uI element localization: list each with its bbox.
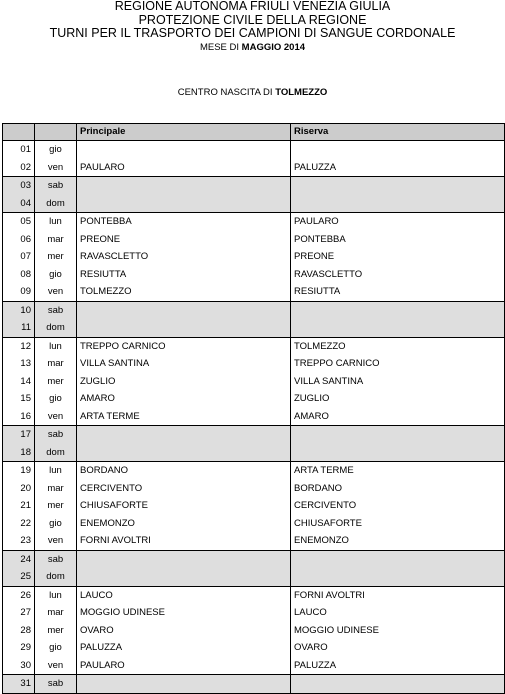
- day-number: 02: [3, 159, 35, 177]
- table-row: [3, 390, 505, 408]
- riserva-cell: RAVASCLETTO: [291, 266, 505, 284]
- riserva-cell: [291, 301, 505, 319]
- principale-cell: CHIUSAFORTE: [77, 497, 291, 515]
- riserva-cell: CHIUSAFORTE: [291, 515, 505, 533]
- principale-cell: ARTA TERME: [77, 408, 291, 426]
- riserva-cell: ZUGLIO: [291, 390, 505, 408]
- day-name: mer: [35, 622, 77, 640]
- day-number: 26: [3, 586, 35, 604]
- riserva-cell: [291, 568, 505, 586]
- riserva-cell: [291, 177, 505, 195]
- centro-nascita: [0, 87, 505, 99]
- centro-name: TOLMEZZO: [275, 87, 328, 98]
- riserva-cell: [291, 426, 505, 444]
- day-name: ven: [35, 657, 77, 675]
- riserva-cell: [291, 550, 505, 568]
- table-row: [3, 550, 505, 568]
- day-name: ven: [35, 408, 77, 426]
- day-number: 01: [3, 141, 35, 159]
- day-number: 03: [3, 177, 35, 195]
- principale-cell: CERCIVENTO: [77, 480, 291, 498]
- table-row: [3, 283, 505, 301]
- table-row: [3, 622, 505, 640]
- day-number: 16: [3, 408, 35, 426]
- day-name: mer: [35, 248, 77, 266]
- day-number: 11: [3, 319, 35, 337]
- header-cell-day: [35, 124, 77, 141]
- day-number: 17: [3, 426, 35, 444]
- riserva-cell: AMARO: [291, 408, 505, 426]
- day-name: lun: [35, 213, 77, 231]
- day-number: 12: [3, 337, 35, 355]
- riserva-cell: PALUZZA: [291, 159, 505, 177]
- day-number: 28: [3, 622, 35, 640]
- table-row: [3, 248, 505, 266]
- day-number: 06: [3, 231, 35, 249]
- day-number: 08: [3, 266, 35, 284]
- riserva-cell: ARTA TERME: [291, 462, 505, 480]
- riserva-cell: PREONE: [291, 248, 505, 266]
- riserva-cell: [291, 195, 505, 213]
- principale-cell: [77, 177, 291, 195]
- principale-cell: VILLA SANTINA: [77, 355, 291, 373]
- day-name: gio: [35, 141, 77, 159]
- day-number: 27: [3, 604, 35, 622]
- table-row: [3, 480, 505, 498]
- table-row: [3, 213, 505, 231]
- day-number: 04: [3, 195, 35, 213]
- table-row: [3, 141, 505, 159]
- day-number: 31: [3, 675, 35, 694]
- day-name: lun: [35, 586, 77, 604]
- day-number: 25: [3, 568, 35, 586]
- riserva-cell: ENEMONZO: [291, 532, 505, 550]
- principale-cell: [77, 141, 291, 159]
- day-name: dom: [35, 568, 77, 586]
- table-row: [3, 444, 505, 462]
- day-number: 07: [3, 248, 35, 266]
- day-name: sab: [35, 675, 77, 694]
- table-row: [3, 426, 505, 444]
- day-name: ven: [35, 283, 77, 301]
- day-number: 23: [3, 532, 35, 550]
- day-name: mer: [35, 373, 77, 391]
- table-row: [3, 515, 505, 533]
- riserva-cell: PALUZZA: [291, 657, 505, 675]
- day-number: 10: [3, 301, 35, 319]
- day-name: mer: [35, 497, 77, 515]
- header-principale: Principale: [77, 124, 291, 141]
- month-value: MAGGIO 2014: [241, 41, 306, 53]
- schedule-table: [2, 123, 505, 694]
- table-row: [3, 159, 505, 177]
- riserva-cell: [291, 141, 505, 159]
- table-row: [3, 657, 505, 675]
- riserva-cell: FORNI AVOLTRI: [291, 586, 505, 604]
- day-name: dom: [35, 319, 77, 337]
- principale-cell: ZUGLIO: [77, 373, 291, 391]
- centro-prefix: CENTRO NASCITA DI: [177, 87, 273, 98]
- table-header-row: [3, 124, 505, 141]
- day-number: 14: [3, 373, 35, 391]
- riserva-cell: LAUCO: [291, 604, 505, 622]
- day-name: gio: [35, 515, 77, 533]
- day-number: 18: [3, 444, 35, 462]
- day-number: 30: [3, 657, 35, 675]
- header-riserva: Riserva: [291, 124, 505, 141]
- day-number: 13: [3, 355, 35, 373]
- table-row: [3, 355, 505, 373]
- table-row: [3, 639, 505, 657]
- day-name: gio: [35, 639, 77, 657]
- principale-cell: ENEMONZO: [77, 515, 291, 533]
- table-row: [3, 231, 505, 249]
- riserva-cell: PAULARO: [291, 213, 505, 231]
- principale-cell: [77, 675, 291, 694]
- riserva-cell: MOGGIO UDINESE: [291, 622, 505, 640]
- riserva-cell: VILLA SANTINA: [291, 373, 505, 391]
- riserva-cell: TREPPO CARNICO: [291, 355, 505, 373]
- riserva-cell: CERCIVENTO: [291, 497, 505, 515]
- table-row: [3, 586, 505, 604]
- principale-cell: [77, 301, 291, 319]
- principale-cell: OVARO: [77, 622, 291, 640]
- day-name: ven: [35, 159, 77, 177]
- principale-cell: BORDANO: [77, 462, 291, 480]
- day-number: 22: [3, 515, 35, 533]
- table-row: [3, 568, 505, 586]
- header-month: [0, 41, 505, 55]
- table-row: [3, 337, 505, 355]
- table-row: [3, 675, 505, 694]
- day-name: lun: [35, 337, 77, 355]
- header-line-protezione: PROTEZIONE CIVILE DELLA REGIONE: [138, 12, 367, 27]
- principale-cell: [77, 568, 291, 586]
- day-name: mar: [35, 480, 77, 498]
- principale-cell: [77, 319, 291, 337]
- day-name: gio: [35, 266, 77, 284]
- table-row: [3, 497, 505, 515]
- day-name: mar: [35, 355, 77, 373]
- riserva-cell: RESIUTTA: [291, 283, 505, 301]
- day-number: 09: [3, 283, 35, 301]
- principale-cell: [77, 195, 291, 213]
- day-name: mar: [35, 604, 77, 622]
- table-row: [3, 532, 505, 550]
- principale-cell: AMARO: [77, 390, 291, 408]
- principale-cell: PREONE: [77, 231, 291, 249]
- day-number: 24: [3, 550, 35, 568]
- table-row: [3, 195, 505, 213]
- day-name: dom: [35, 195, 77, 213]
- day-name: sab: [35, 177, 77, 195]
- principale-cell: PONTEBBA: [77, 213, 291, 231]
- day-name: mar: [35, 231, 77, 249]
- principale-cell: TREPPO CARNICO: [77, 337, 291, 355]
- day-number: 20: [3, 480, 35, 498]
- day-number: 21: [3, 497, 35, 515]
- riserva-cell: OVARO: [291, 639, 505, 657]
- day-name: dom: [35, 444, 77, 462]
- principale-cell: LAUCO: [77, 586, 291, 604]
- header-line-region: REGIONE AUTONOMA FRIULI VENEZIA GIULIA: [114, 0, 391, 13]
- table-row: [3, 266, 505, 284]
- table-row: [3, 408, 505, 426]
- riserva-cell: [291, 444, 505, 462]
- table-row: [3, 373, 505, 391]
- header-line-title: TURNI PER IL TRASPORTO DEI CAMPIONI DI SANGUE CORDONALE: [49, 26, 456, 40]
- riserva-cell: [291, 319, 505, 337]
- day-number: 19: [3, 462, 35, 480]
- principale-cell: PAULARO: [77, 159, 291, 177]
- table-row: [3, 604, 505, 622]
- day-number: 15: [3, 390, 35, 408]
- day-name: ven: [35, 532, 77, 550]
- document-header: [0, 0, 505, 55]
- table-row: [3, 319, 505, 337]
- header-cell-num: [3, 124, 35, 141]
- principale-cell: RESIUTTA: [77, 266, 291, 284]
- riserva-cell: BORDANO: [291, 480, 505, 498]
- principale-cell: FORNI AVOLTRI: [77, 532, 291, 550]
- principale-cell: TOLMEZZO: [77, 283, 291, 301]
- principale-cell: PALUZZA: [77, 639, 291, 657]
- table-row: [3, 177, 505, 195]
- month-prefix: MESE DI: [199, 41, 240, 53]
- day-name: sab: [35, 301, 77, 319]
- principale-cell: MOGGIO UDINESE: [77, 604, 291, 622]
- principale-cell: [77, 550, 291, 568]
- day-name: sab: [35, 426, 77, 444]
- riserva-cell: TOLMEZZO: [291, 337, 505, 355]
- day-name: gio: [35, 390, 77, 408]
- day-name: sab: [35, 550, 77, 568]
- principale-cell: RAVASCLETTO: [77, 248, 291, 266]
- principale-cell: [77, 444, 291, 462]
- principale-cell: [77, 426, 291, 444]
- table-row: [3, 462, 505, 480]
- day-number: 29: [3, 639, 35, 657]
- principale-cell: PAULARO: [77, 657, 291, 675]
- table-row: [3, 301, 505, 319]
- riserva-cell: [291, 675, 505, 694]
- day-number: 05: [3, 213, 35, 231]
- day-name: lun: [35, 462, 77, 480]
- riserva-cell: PONTEBBA: [291, 231, 505, 249]
